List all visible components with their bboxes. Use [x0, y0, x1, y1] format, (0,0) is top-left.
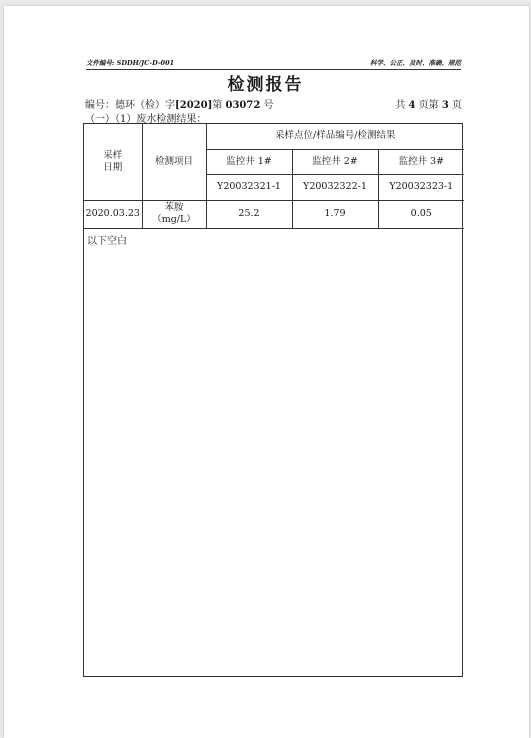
row-value-3: 0.05	[378, 200, 464, 228]
site-3: 监控井 3#	[378, 149, 464, 174]
row-item: 苯胺 （mg/L）	[142, 200, 206, 228]
sample-id-2: Y20032322-1	[292, 174, 378, 200]
table-row	[84, 200, 464, 228]
results-table	[84, 124, 464, 229]
header-test-item: 检测项目	[142, 124, 206, 200]
section-heading: （一）（1）废水检测结果：	[85, 114, 207, 125]
row-date: 2020.03.23	[84, 200, 142, 228]
page-header	[86, 58, 461, 70]
sample-id-3: Y20032323-1	[378, 174, 464, 200]
row-value-2: 1.79	[292, 200, 378, 228]
sample-id-1: Y20032321-1	[206, 174, 292, 200]
report-meta	[85, 96, 462, 111]
report-title: 检测报告	[227, 75, 304, 95]
header-motto: 科学、公正、及时、准确、规范	[370, 59, 461, 67]
blank-note: 以下空白	[87, 235, 127, 247]
site-1: 监控井 1#	[206, 149, 292, 174]
site-2: 监控井 2#	[292, 149, 378, 174]
header-group: 采样点位/样品编号/检测结果	[206, 124, 464, 149]
header-sampling-date: 采样 日期	[84, 124, 142, 200]
results-frame	[83, 123, 463, 677]
row-value-1: 25.2	[206, 200, 292, 228]
page-count: 共 4 页第 3 页	[395, 100, 462, 111]
document-number: 文件编号: SDDH/JC-D-001	[86, 59, 175, 67]
report-number: 编号：德环（检）字[2020]第 03072 号	[85, 100, 274, 111]
